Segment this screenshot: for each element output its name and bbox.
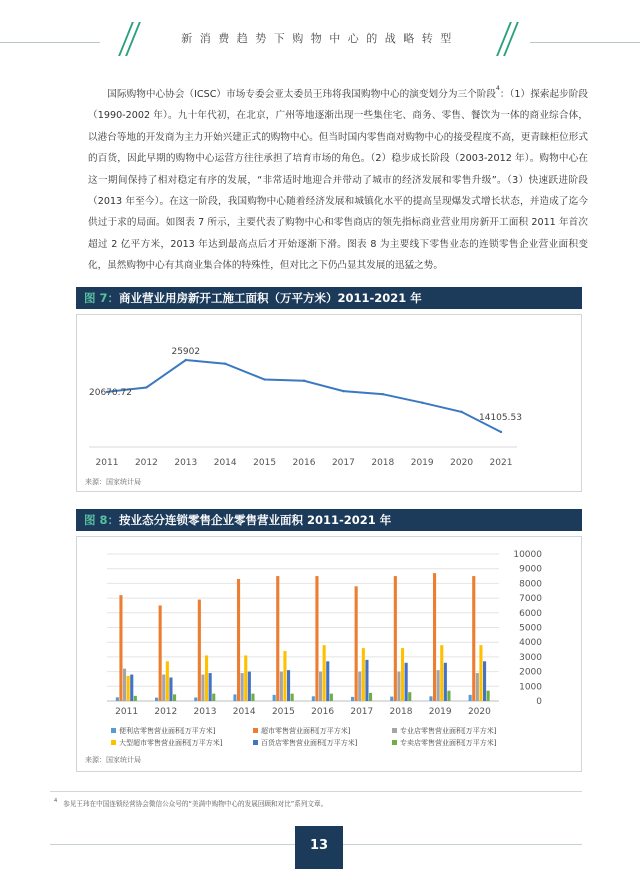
x-tick-label: 2012	[154, 707, 178, 717]
bar	[405, 663, 408, 701]
bar	[198, 600, 201, 701]
bar	[394, 576, 397, 701]
y-tick-label: 8000	[519, 579, 542, 590]
bar	[280, 672, 283, 701]
x-tick-label: 2013	[193, 707, 217, 717]
bar	[429, 696, 432, 701]
x-tick-label: 2014	[213, 458, 237, 468]
legend-swatch	[392, 728, 397, 733]
x-tick-label: 2011	[115, 707, 139, 717]
bar	[358, 672, 361, 701]
bar	[351, 697, 354, 701]
y-tick-label: 9000	[519, 564, 542, 575]
x-tick-label: 2016	[292, 458, 316, 468]
x-tick-label: 2017	[350, 707, 374, 717]
data-point	[500, 431, 502, 433]
x-tick-label: 2017	[331, 458, 355, 468]
bar	[487, 691, 490, 701]
figure8-title-bar	[76, 509, 582, 531]
bar	[119, 595, 122, 701]
bar	[162, 675, 165, 701]
figure8-bar-chart	[77, 537, 581, 771]
x-tick-label: 2018	[371, 458, 395, 468]
y-tick-label: 2000	[519, 667, 542, 678]
data-point	[303, 380, 305, 382]
bar	[291, 694, 294, 701]
legend-swatch	[392, 740, 397, 745]
bar	[205, 655, 208, 701]
bar	[444, 663, 447, 701]
x-tick-label: 2019	[410, 458, 434, 468]
bar	[433, 573, 436, 701]
bar	[469, 695, 472, 701]
legend-swatch	[111, 740, 116, 745]
bar	[330, 694, 333, 701]
figure8-title: 按业态分连锁零售企业零售营业面积 2011-2021 年	[119, 513, 392, 527]
bar	[437, 670, 440, 701]
bar	[408, 692, 411, 701]
bar	[283, 651, 286, 701]
x-tick-label: 2015	[271, 707, 295, 717]
x-tick-label: 2020	[467, 707, 491, 717]
bar	[237, 579, 240, 701]
legend-swatch	[253, 740, 258, 745]
bar	[248, 672, 251, 701]
data-label: 20670.72	[89, 387, 132, 398]
bar	[401, 648, 404, 701]
body-text-part2: ：（1）探索起步阶段（1990-2002 年）。九十年代初，在北京，广州等地逐渐出现一些集住宅、商务、零售、餐饮为一体的商业综合体，以港台等地的开发商为主力开始兴建正式的购物中心。但当时国内零售商对购物中心的接受程度不高，更青睐柜位形式的百货，因此早期的购物中心运营方往往承担了培育市场的角色。（2）稳步成长阶段（2003-2012 年）。购物中心在这一期间保持了相对稳定有序的发展，“非常适时地迎合并带动了城市的经济发展和零售升级”。（3）快速跃进阶段（2013 年至今）。在这一阶段，我国购物中心随着经济发展和城镇化水平的提高呈现爆发式增长状态，并造成了迄今供过于求的局面。如图表 7 所示，主要代表了购物中心和零售商店的领先指标商业营业用房新开工面积 2011 年首次超过 2 亿平方米，2013 年达到最高点后才开始逐渐下滑。图表 8 为主要线下零售业态的连锁零售企业营业面积变化，虽然购物中心有其商业集合体的特殊性，但对比之下仍凸显其发展的迅猛之势。	[88, 89, 589, 272]
figure7-title-bar	[76, 287, 582, 309]
bar	[244, 655, 247, 701]
data-point	[382, 393, 384, 395]
bar	[116, 697, 119, 701]
bar	[390, 697, 393, 701]
bar	[440, 645, 443, 701]
x-tick-label: 2018	[389, 707, 413, 717]
figure7-label: 图 7：	[84, 291, 120, 305]
bar	[251, 694, 254, 701]
x-tick-label: 2016	[311, 707, 335, 717]
bar	[155, 698, 158, 701]
series-line	[107, 360, 501, 432]
footnote-ref[interactable]: 4	[496, 85, 500, 92]
data-point	[145, 386, 147, 388]
bar	[159, 605, 162, 701]
data-point	[224, 362, 226, 364]
header-rule-left	[0, 42, 100, 43]
data-point	[421, 402, 423, 404]
legend-label: 超市零售营业面积[万平方米]	[261, 727, 351, 735]
bar	[397, 672, 400, 701]
data-point	[185, 359, 187, 361]
bar	[447, 691, 450, 701]
x-tick-label: 2011	[95, 458, 119, 468]
bar	[212, 694, 215, 701]
page-number: 13	[295, 826, 343, 869]
bar	[312, 696, 315, 701]
bar	[241, 673, 244, 701]
bar	[479, 645, 482, 701]
bar	[326, 661, 329, 701]
figure8-label: 图 8：	[84, 513, 120, 527]
x-tick-label: 2020	[450, 458, 474, 468]
x-tick-label: 2013	[174, 458, 198, 468]
y-tick-label: 10000	[513, 550, 542, 560]
legend-label: 大型超市零售营业面积[万平方米]	[119, 739, 223, 747]
bar	[134, 696, 137, 701]
page-header	[0, 0, 640, 70]
y-tick-label: 7000	[519, 594, 542, 605]
figure7-box	[76, 314, 582, 492]
legend-swatch	[111, 728, 116, 733]
bar	[362, 648, 365, 701]
bar	[166, 661, 169, 701]
data-point	[263, 378, 265, 380]
y-tick-label: 1000	[519, 682, 542, 693]
figure7-source: 来源：国家统计局	[85, 478, 141, 486]
y-tick-label: 6000	[519, 608, 542, 619]
footnote-divider	[50, 791, 582, 792]
body-paragraph	[88, 84, 588, 277]
bar	[123, 669, 126, 701]
legend-label: 百货店零售营业面积[万平方米]	[261, 739, 358, 747]
footnote-number: 4	[54, 798, 58, 804]
bar	[483, 661, 486, 701]
bar	[173, 694, 176, 701]
figure8-box	[76, 536, 582, 772]
y-tick-label: 4000	[519, 638, 542, 649]
bar	[315, 576, 318, 701]
bar	[323, 645, 326, 701]
bar	[273, 695, 276, 701]
header-title: 新消费趋势下购物中心的战略转型	[181, 32, 459, 45]
legend-label: 专卖店零售营业面积[万平方米]	[400, 739, 497, 747]
bar	[233, 694, 236, 701]
x-tick-label: 2019	[428, 707, 452, 717]
bar	[127, 676, 130, 701]
bar	[276, 576, 279, 701]
data-label: 25902	[171, 346, 201, 357]
bar	[194, 697, 197, 701]
body-text-part1: 国际购物中心协会（ICSC）市场专委会亚太委员王玮将我国购物中心的演变划分为三个阶段	[107, 89, 497, 100]
bar	[355, 586, 358, 701]
bar	[169, 677, 172, 701]
y-tick-label: 5000	[519, 623, 542, 634]
x-tick-label: 2015	[253, 458, 277, 468]
bar	[287, 670, 290, 701]
bar	[209, 673, 212, 701]
footnote	[54, 798, 327, 808]
y-tick-label: 0	[536, 697, 542, 707]
x-tick-label: 2012	[134, 458, 158, 468]
data-label: 14105.53	[479, 412, 522, 423]
legend-swatch	[253, 728, 258, 733]
y-tick-label: 3000	[519, 652, 542, 663]
data-point	[460, 411, 462, 413]
bar	[476, 673, 479, 701]
figure8-source: 来源：国家统计局	[85, 756, 141, 764]
legend-label: 专业店零售营业面积[万平方米]	[400, 727, 497, 735]
data-point	[342, 390, 344, 392]
bar	[319, 672, 322, 701]
bar	[365, 660, 368, 701]
footnote-text: 参见王玮在中国连锁经营协会微信公众号的“美满中购物中心的发展回顾和对比”系列文章。	[63, 800, 328, 808]
figure7-line-chart	[77, 315, 581, 491]
bar	[369, 693, 372, 701]
bar	[472, 576, 475, 701]
legend-label: 便利店零售营业面积[万平方米]	[119, 727, 216, 735]
header-rule-right	[530, 42, 640, 43]
figure7-title: 商业营业用房新开工施工面积（万平方米）2011-2021 年	[119, 291, 422, 305]
bar	[130, 675, 133, 701]
x-tick-label: 2021	[489, 458, 513, 468]
bar	[201, 675, 204, 701]
x-tick-label: 2014	[232, 707, 256, 717]
